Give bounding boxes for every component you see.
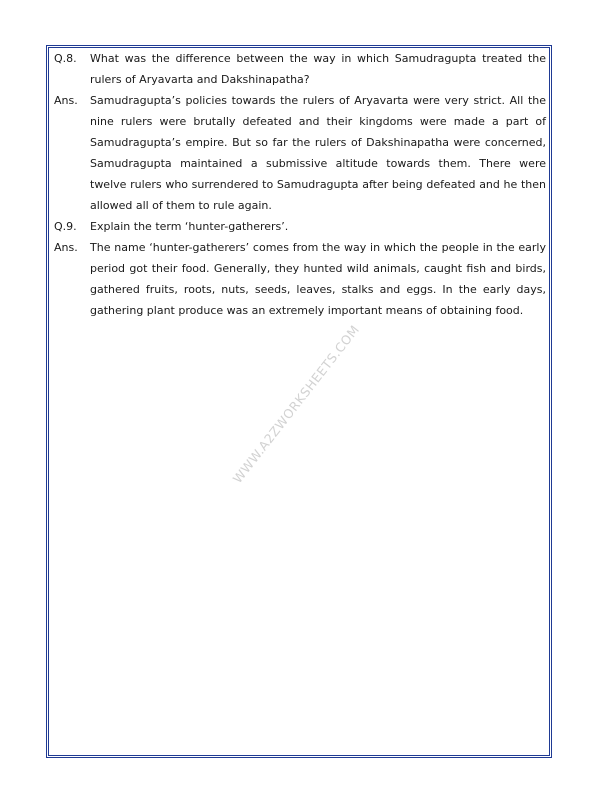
question-8 bbox=[54, 48, 546, 90]
worksheet-content bbox=[54, 48, 546, 321]
answer-9-text: The name ‘hunter-gatherers’ comes from the way in which the people in the early period got their food. Generally, they hunted wild animals, caught fish and birds, gathered fruits, roots, nuts, seeds, leaves, stalks and eggs. In the early days, gathering plant produce was an extremely important means of obtaining food. bbox=[90, 241, 546, 317]
answer-8-label: Ans. bbox=[54, 94, 78, 107]
question-9 bbox=[54, 216, 546, 237]
answer-8-text: Samudragupta’s policies towards the rulers of Aryavarta were very strict. All the nine rulers were brutally defeated and their kingdoms were made a part of Samudragupta’s empire. But so far the rulers of Dakshinapatha were concerned, Samudragupta maintained a submissive altitude towards them. There were twelve rulers who surrendered to Samudragupta after being defeated and he then allowed all of them to rule again. bbox=[90, 94, 546, 212]
answer-9 bbox=[54, 237, 546, 321]
question-9-text: Explain the term ‘hunter-gatherers’. bbox=[90, 220, 289, 233]
answer-9-label: Ans. bbox=[54, 241, 78, 254]
question-8-label: Q.8. bbox=[54, 52, 77, 65]
answer-8 bbox=[54, 90, 546, 216]
watermark-text: WWW.A2ZWORKSHEETS.COM bbox=[229, 322, 363, 486]
question-8-text: What was the difference between the way in which Samudragupta treated the rulers of Aryavarta and Dakshinapatha? bbox=[90, 52, 546, 86]
question-9-label: Q.9. bbox=[54, 220, 77, 233]
